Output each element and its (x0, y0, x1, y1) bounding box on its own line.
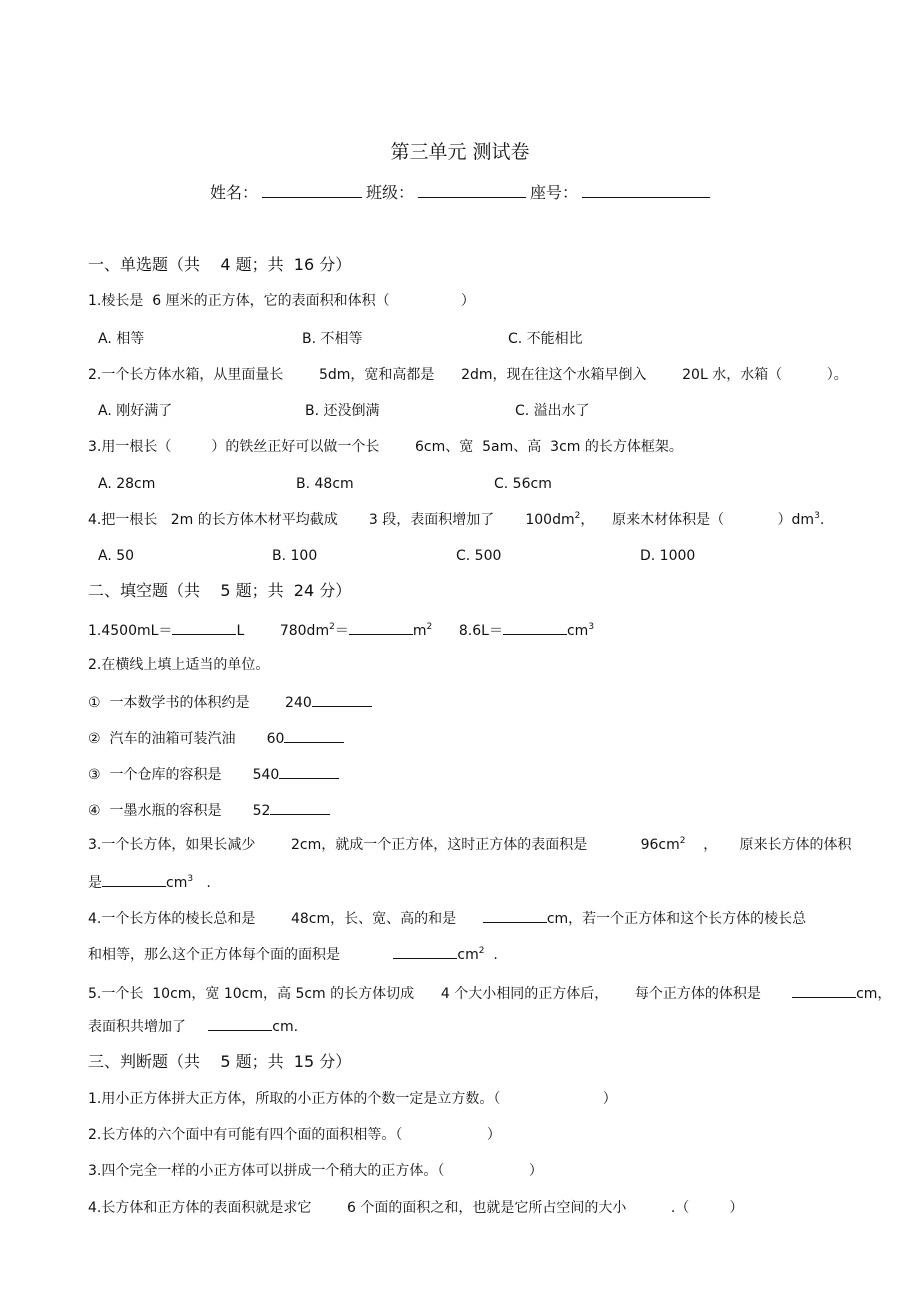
name-blank[interactable] (262, 182, 362, 198)
s2-q2-item1-text: ① 一本数学书的体积约是 240 (88, 695, 312, 711)
s1-q1-text: 1.棱长是 6 厘米的正方体，它的表面积和体积（ ） (88, 293, 475, 309)
sq-superscript: 2 (329, 622, 335, 632)
s2-q1-part6: cm (566, 623, 589, 639)
s3-q2-text: 2.长方体的六个面中有可能有四个面的面积相等。（ ） (88, 1127, 501, 1143)
section3-heading: 三、判断题（共 5 题；共 15 分） (88, 1052, 352, 1071)
s1-q2-option-a[interactable]: A. 刚好满了 (98, 403, 173, 419)
s1-q4-option-b[interactable]: B. 100 (272, 548, 318, 564)
s1-q1-option-b[interactable]: B. 不相等 (302, 331, 363, 347)
s2-q3-blank[interactable] (102, 871, 166, 887)
page-title: 第三单元 测试卷 (390, 141, 530, 163)
s2-q2-item2 (88, 727, 344, 749)
s2-q5-blank1[interactable] (792, 982, 856, 998)
seat-label: 座号： (530, 183, 579, 202)
s2-q4-line1-tail: cm，若一个正方体和这个长方体的棱长总 (546, 911, 807, 927)
s2-q3-line1-tail: ， 原来长方体的体积 (685, 837, 852, 853)
s2-q5-line2 (88, 1015, 298, 1037)
s2-q4-blank1[interactable] (483, 907, 547, 923)
s2-q5-blank2[interactable] (208, 1015, 272, 1031)
s2-q4-line2 (88, 943, 498, 965)
s1-q4-part-b: ， 原来木材体积是（ ）dm (580, 512, 815, 528)
s2-q2-item2-text: ② 汽车的油箱可装汽油 60 (88, 731, 285, 747)
s2-q1-blank3[interactable] (503, 619, 567, 635)
s2-q1-part5: 8.6L＝ (432, 623, 503, 639)
s1-q2-option-c[interactable]: C. 溢出水了 (515, 403, 590, 419)
s2-q1-blank2[interactable] (349, 619, 413, 635)
s3-q4-text: 4.长方体和正方体的表面积就是求它 6 个面的面积之和，也就是它所占空间的大小 .（ ） (88, 1200, 744, 1216)
s1-q4-option-c[interactable]: C. 500 (456, 548, 502, 564)
s2-q3-line1-text: 3.一个长方体，如果长减少 2cm，就成一个正方体，这时正方体的表面积是 96cm (88, 837, 680, 853)
s2-q5-line1-text: 5.一个长 10cm，宽 10cm，高 5cm 的长方体切成 4 个大小相同的正方体后， 每个正方体的体积是 (88, 986, 793, 1002)
s2-q1-blank1[interactable] (172, 619, 236, 635)
s2-q2-item1 (88, 691, 372, 713)
s1-q3-option-b[interactable]: B. 48cm (296, 476, 354, 492)
s2-q5-unit: cm. (272, 1019, 299, 1035)
s1-q2-option-b[interactable]: B. 还没倒满 (305, 403, 380, 419)
s2-q1-part2: L 780dm (236, 623, 330, 639)
s1-q1-option-a[interactable]: A. 相等 (98, 331, 145, 347)
s2-q1-part3: ＝ (334, 623, 349, 639)
s2-q1-text (88, 619, 594, 641)
sq-superscript: 2 (426, 622, 433, 632)
s2-q5-line1 (88, 982, 891, 1004)
s2-q2-item3-blank[interactable] (279, 763, 339, 779)
s3-q3-text: 3.四个完全一样的小正方体可以拼成一个稍大的正方体。（ ） (88, 1163, 543, 1179)
cu-superscript: 3 (814, 511, 820, 521)
s2-q3-unit: cm (166, 875, 188, 891)
s1-q4-part-c: . (819, 512, 825, 528)
s2-q1-part4: m (412, 623, 427, 639)
s2-q2-item3 (88, 763, 339, 785)
s2-q3-period: . (193, 875, 211, 891)
s2-q1-part1: 1.4500mL＝ (88, 623, 173, 639)
s1-q3-option-c[interactable]: C. 56cm (494, 476, 552, 492)
cu-superscript: 3 (187, 874, 194, 884)
s1-q2-text: 2.一个长方体水箱，从里面量长 5dm，宽和高都是 2dm，现在往这个水箱早倒入 20L 水，水箱（ ）。 (88, 367, 848, 383)
s2-q4-line1-text: 4.一个长方体的棱长总和是 48cm，长、宽、高的和是 (88, 911, 483, 927)
s1-q4-text (88, 510, 824, 530)
s2-q4-unit: cm (457, 947, 479, 963)
s2-q2-item4-text: ④ 一墨水瓶的容积是 52 (88, 803, 271, 819)
student-info-line (0, 182, 920, 204)
s2-q4-line1 (88, 907, 806, 929)
s2-q4-period: . (484, 947, 498, 963)
s2-q4-line2-text: 和相等，那么这个正方体每个面的面积是 (88, 947, 394, 963)
class-blank[interactable] (418, 182, 526, 198)
s2-q2-item1-blank[interactable] (312, 691, 372, 707)
s2-q2-text: 2.在横线上填上适当的单位。 (88, 657, 270, 673)
s1-q3-option-a[interactable]: A. 28cm (98, 476, 156, 492)
sq-superscript: 2 (478, 946, 485, 956)
name-label: 姓名： (209, 183, 258, 202)
sq-superscript: 2 (574, 511, 581, 521)
cu-superscript: 3 (588, 622, 595, 632)
class-label: 班级： (365, 183, 414, 202)
s1-q4-option-a[interactable]: A. 50 (98, 548, 135, 564)
seat-blank[interactable] (582, 182, 710, 198)
section1-heading: 一、单选题（共 4 题；共 16 分） (88, 255, 352, 274)
s3-q1-text: 1.用小正方体拼大正方体，所取的小正方体的个数一定是立方数。（ ） (88, 1091, 617, 1107)
s2-q2-item4 (88, 799, 330, 821)
s2-q3-line2-text: 是 (88, 875, 102, 891)
s2-q2-item2-blank[interactable] (284, 727, 344, 743)
s1-q1-option-c[interactable]: C. 不能相比 (508, 331, 583, 347)
section2-heading: 二、填空题（共 5 题；共 24 分） (88, 581, 352, 600)
s2-q5-line2-text: 表面积共增加了 (88, 1019, 209, 1035)
s1-q3-text: 3.用一根长（ ）的铁丝正好可以做一个长 6cm、宽 5am、高 3cm 的长方体框架。 (88, 439, 683, 455)
s2-q2-item4-blank[interactable] (270, 799, 330, 815)
s2-q5-line1-tail: cm， (856, 986, 892, 1002)
s1-q4-part-a: 4.把一根长 2m 的长方体木材平均截成 3 段，表面积增加了 100dm (88, 512, 575, 528)
s2-q3-line2 (88, 871, 211, 893)
s2-q4-blank2[interactable] (393, 943, 457, 959)
s2-q2-item3-text: ③ 一个仓库的容积是 540 (88, 767, 280, 783)
s1-q4-option-d[interactable]: D. 1000 (640, 548, 696, 564)
sq-superscript: 2 (679, 836, 686, 846)
s2-q3-line1 (88, 835, 852, 855)
